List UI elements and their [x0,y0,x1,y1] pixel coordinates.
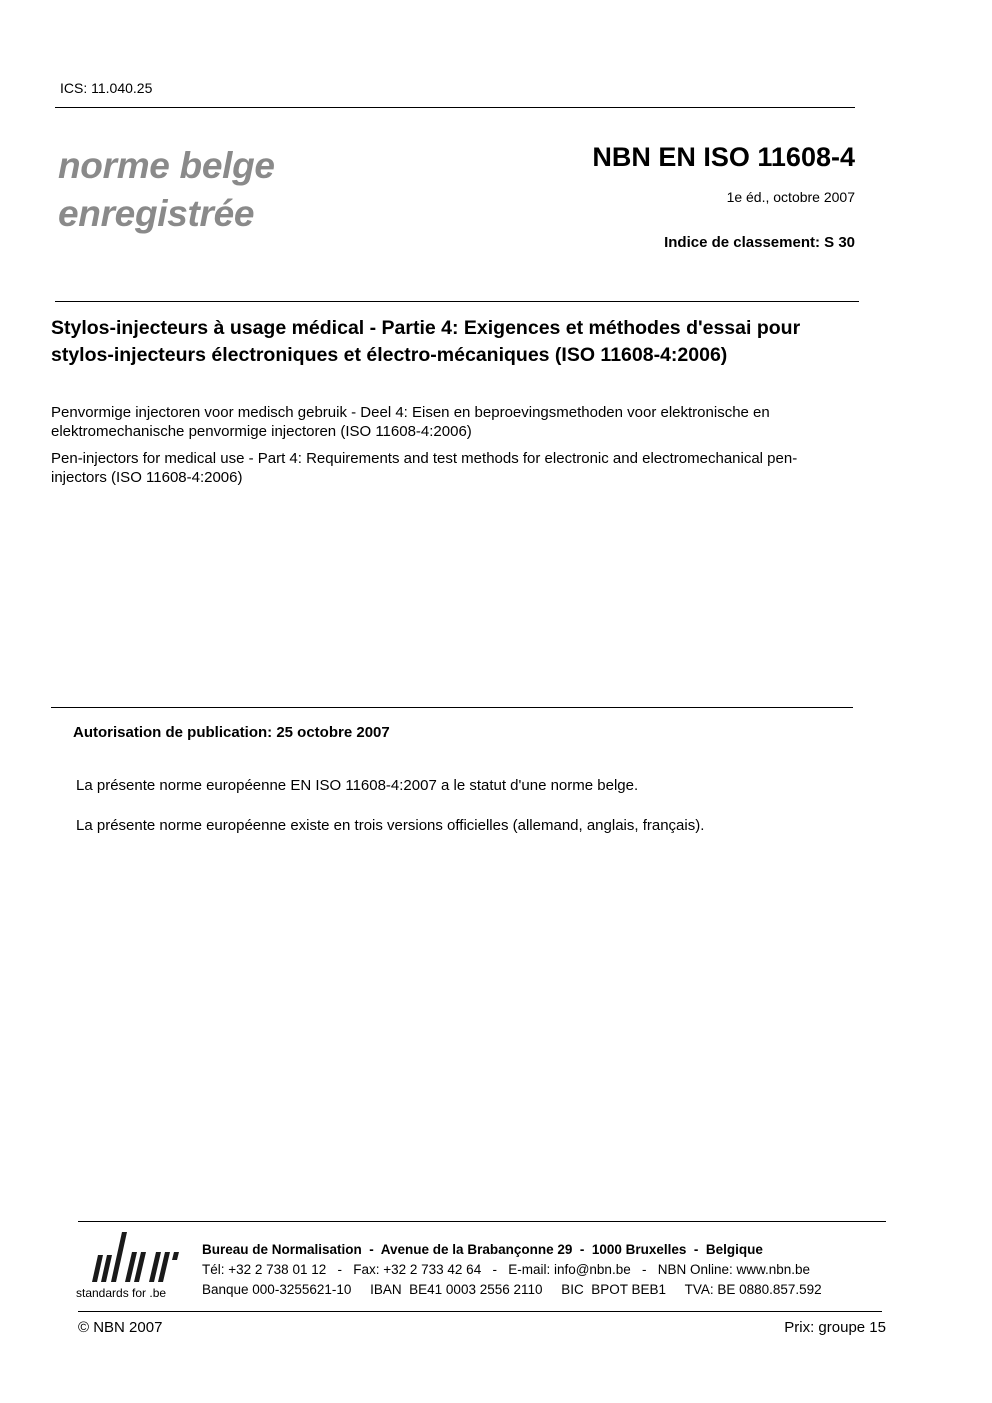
publication-authorization: Autorisation de publication: 25 octobre 2007 [73,724,390,741]
top-divider [55,107,855,108]
brand-line-2: enregistrée [58,193,255,234]
title-dutch: Penvormige injectoren voor medisch gebruik - Deel 4: Eisen en beproevingsmethoden voor elektronische en elektromechanische penvormige injectoren (ISO 11608-4:2006) [51,404,770,440]
footer-address-block [202,1240,822,1300]
footer-address: Bureau de Normalisation - Avenue de la Brabançonne 29 - 1000 Bruxelles - Belgique [202,1242,763,1257]
brand-line-1: norme belge [58,145,275,186]
status-paragraph: La présente norme européenne EN ISO 11608-4:2007 a le statut d'une norme belge. [76,777,639,794]
price-group: Prix: groupe 15 [784,1319,886,1336]
title-divider [55,301,859,302]
title-french: Stylos-injecteurs à usage médical - Partie 4: Exigences et méthodes d'essai pour stylos-injecteurs électroniques et électro-mécaniques (ISO 11608-4:2006) [51,317,801,366]
brand-heading [58,142,275,238]
footer-bank: Banque 000-3255621-10 IBAN BE41 0003 2556 2110 BIC BPOT BEB1 TVA: BE 0880.857.592 [202,1282,822,1297]
nbn-logo-icon [76,1230,188,1286]
classification-index: Indice de classement: S 30 [664,234,855,251]
title-english: Pen-injectors for medical use - Part 4: Requirements and test methods for electronic and electromechanical pen-injectors (ISO 11608-4:2006) [51,450,798,486]
footer-contact: Tél: +32 2 738 01 12 - Fax: +32 2 733 42 64 - E-mail: info@nbn.be - NBN Online: www.nbn.be [202,1262,811,1277]
nbn-logo [76,1230,188,1306]
footer-bottom-divider [78,1311,882,1312]
standard-number: NBN EN ISO 11608-4 [592,142,855,172]
logo-tagline: standards for .be [76,1286,167,1300]
versions-paragraph: La présente norme européenne existe en trois versions officielles (allemand, anglais, français). [76,817,705,834]
edition-date: 1e éd., octobre 2007 [726,189,855,205]
copyright: © NBN 2007 [78,1319,163,1336]
footer-top-divider [78,1221,886,1222]
authorization-divider [51,707,853,708]
ics-code: ICS: 11.040.25 [60,80,153,96]
